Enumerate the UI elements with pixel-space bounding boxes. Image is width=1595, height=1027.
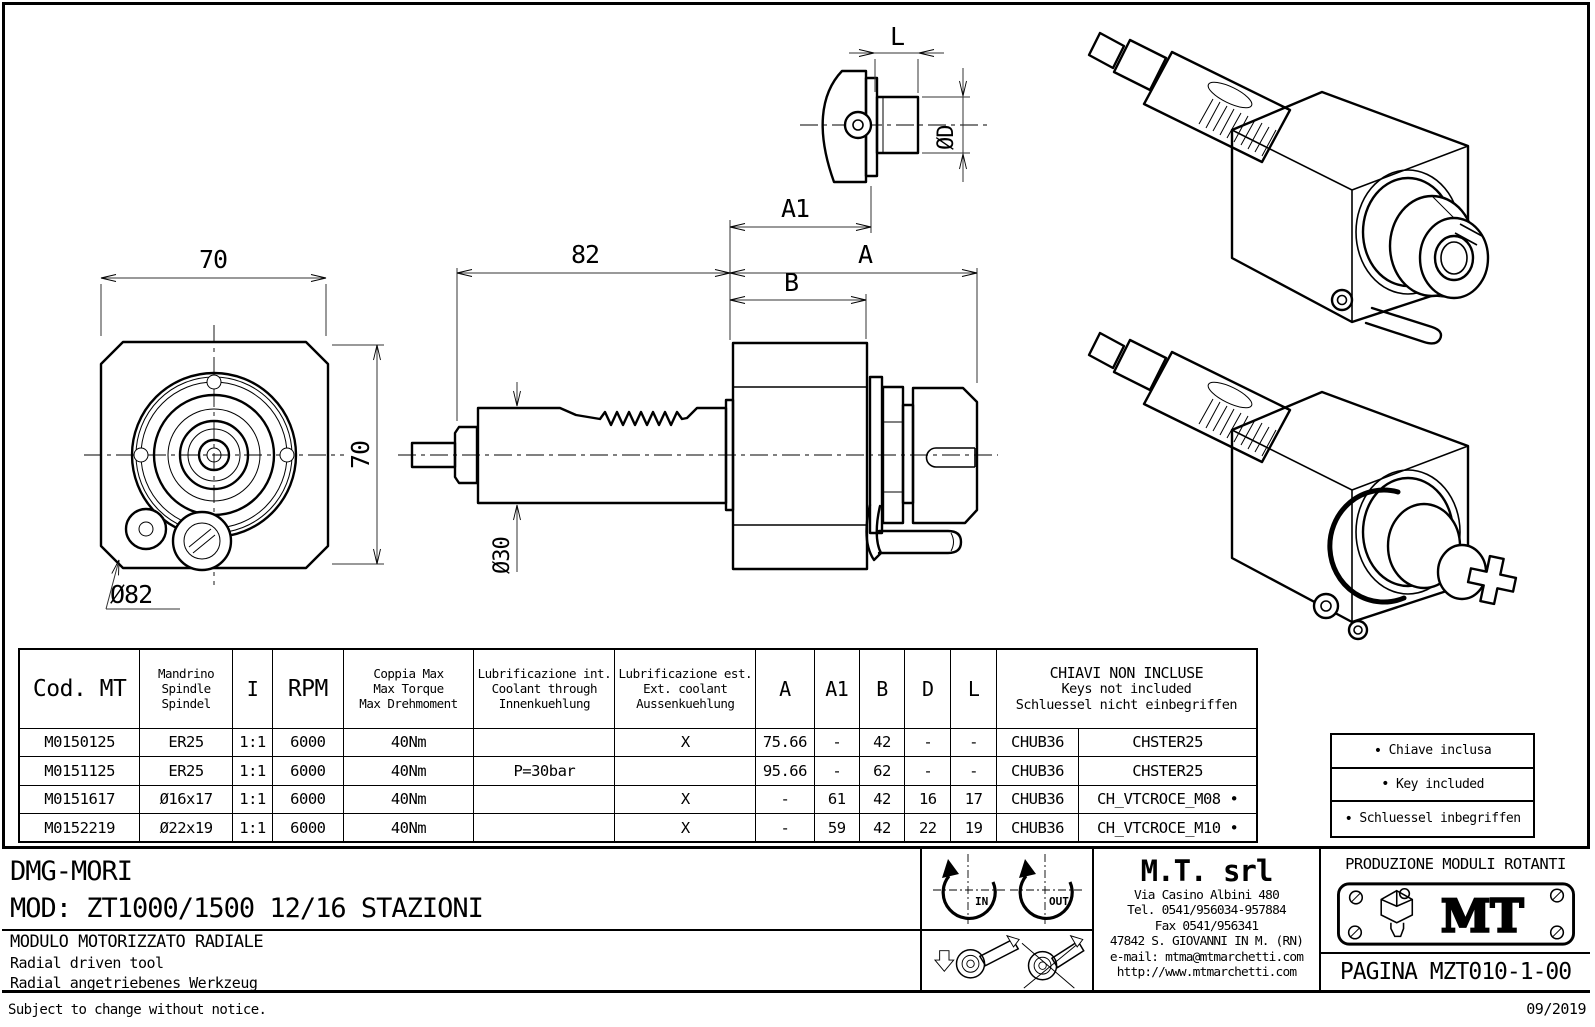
iso-view-2-front	[1314, 470, 1519, 639]
cell-lub-int	[474, 728, 615, 757]
col-header-cod-mt: Cod. MT	[19, 649, 140, 728]
cell-key2: CH_VTCROCE_M10 •	[1079, 814, 1257, 843]
legend-label: Chiave inclusa	[1388, 743, 1492, 759]
rotation-direction-cell	[922, 849, 1092, 931]
cell-key2: CHSTER25	[1079, 757, 1257, 786]
cell-b: 42	[859, 814, 904, 843]
crossed-out-lines	[1022, 943, 1076, 988]
header-line: Coppia Max	[373, 666, 444, 682]
cell-a1: -	[814, 757, 859, 786]
cell-rpm: 6000	[273, 785, 343, 814]
header-line: Lubrificazione est.	[618, 666, 753, 682]
col-header-rpm: RPM	[273, 649, 343, 728]
side-view	[398, 186, 998, 574]
cell-l: -	[951, 757, 996, 786]
col-header-a: A	[756, 649, 814, 728]
cell-lub-int: P=30bar	[474, 757, 615, 786]
dim-front-height: 70	[346, 440, 375, 470]
logo-text: MT	[1440, 888, 1524, 942]
cell-key1: CHUB36	[996, 728, 1079, 757]
header-line: Spindle	[161, 681, 211, 697]
header-line: Schluessel nicht einbegriffen	[1015, 696, 1237, 713]
cell-cod: M0152219	[19, 814, 140, 843]
production-label: PRODUZIONE MODULI ROTANTI	[1345, 855, 1566, 873]
cell-d: -	[905, 728, 951, 757]
header-line: Aussenkuehlung	[636, 696, 735, 712]
dim-l: L	[889, 22, 905, 51]
company-website: http://www.mtmarchetti.com	[1116, 965, 1297, 981]
table-row	[19, 728, 1257, 757]
cell-d: 16	[905, 785, 951, 814]
cell-rpm: 6000	[273, 728, 343, 757]
cell-torque: 40Nm	[343, 814, 474, 843]
header-line: Innenkuehlung	[498, 696, 591, 712]
mt-logo	[1331, 880, 1581, 948]
arrow-ccw-icon	[942, 859, 959, 878]
header-line: Coolant through	[491, 681, 598, 697]
machine-brand: DMG-MORI	[10, 856, 133, 887]
header-line: Max Torque	[373, 681, 444, 697]
title-block-logo-area	[1319, 849, 1590, 990]
table-row	[19, 785, 1257, 814]
cell-b: 62	[859, 757, 904, 786]
cell-torque: 40Nm	[343, 728, 474, 757]
company-fax: Fax 0541/956341	[1154, 918, 1259, 934]
company-address-line: Via Casino Albini 480	[1134, 888, 1279, 903]
header-line: Max Drehmoment	[359, 696, 458, 712]
cell-a1: 59	[814, 814, 859, 843]
keys-legend	[1330, 733, 1535, 838]
cell-lub-int	[474, 785, 615, 814]
cell-lub-est	[615, 757, 756, 786]
dim-front-width: 70	[198, 245, 228, 274]
cell-a1: -	[814, 728, 859, 757]
front-view	[84, 245, 384, 609]
header-line: Ext. coolant	[643, 681, 728, 697]
table-row	[19, 814, 1257, 843]
bullet-icon: •	[1381, 776, 1389, 793]
wrench-usage-icon	[923, 932, 1091, 990]
legend-label: Schluessel inbegriffen	[1359, 811, 1521, 827]
legend-item	[1332, 802, 1533, 836]
module-description-en: Radial driven tool	[10, 954, 164, 972]
legend-label: Key included	[1396, 776, 1484, 792]
machine-model: MOD: ZT1000/1500 12/16 STAZIONI	[10, 893, 483, 924]
header-line: CHIAVI NON INCLUSE	[1049, 663, 1204, 682]
down-arrow-icon	[935, 951, 954, 972]
legend-item	[1332, 769, 1533, 803]
arrow-ccw-icon	[1019, 859, 1036, 878]
company-name: M.T. srl	[1140, 854, 1273, 888]
cell-b: 42	[859, 785, 904, 814]
col-header-torque	[343, 649, 474, 728]
cell-b: 42	[859, 728, 904, 757]
legend-item	[1332, 735, 1533, 769]
cell-spindle: Ø22x19	[140, 814, 233, 843]
module-description-it: MODULO MOTORIZZATO RADIALE	[10, 932, 264, 952]
cell-cod: M0150125	[19, 728, 140, 757]
col-header-d: D	[905, 649, 951, 728]
cell-key1: CHUB36	[996, 785, 1079, 814]
cell-ratio: 1:1	[232, 785, 272, 814]
cell-l: 19	[951, 814, 996, 843]
spec-table	[18, 648, 1258, 843]
dim-a: A	[857, 240, 873, 269]
dim-d: ØD	[934, 125, 959, 150]
cell-key1: CHUB36	[996, 757, 1079, 786]
cell-rpm: 6000	[273, 757, 343, 786]
col-header-lub-est	[615, 649, 756, 728]
company-email: e-mail: mtma@mtmarchetti.com	[1109, 949, 1304, 965]
rotation-direction-icon	[923, 850, 1091, 928]
detail-view	[800, 22, 988, 182]
cell-ratio: 1:1	[232, 757, 272, 786]
col-header-keys	[996, 649, 1257, 728]
col-header-ratio: I	[232, 649, 272, 728]
cell-torque: 40Nm	[343, 757, 474, 786]
cell-a: -	[756, 814, 814, 843]
title-block-company	[1092, 849, 1319, 990]
bullet-icon: •	[1373, 742, 1382, 759]
cell-key2: CH_VTCROCE_M08 •	[1079, 785, 1257, 814]
company-phone: Tel. 0541/956034-957884	[1127, 903, 1286, 919]
rotation-out-label: OUT	[1049, 895, 1069, 908]
page-code: PAGINA MZT010-1-00	[1321, 952, 1590, 990]
cell-lub-est: X	[615, 728, 756, 757]
cell-cod: M0151125	[19, 757, 140, 786]
dim-a1: A1	[780, 194, 810, 223]
col-header-mandrino	[140, 649, 233, 728]
coolant-port	[126, 509, 231, 570]
module-description-de: Radial angetriebenes Werkzeug	[10, 974, 258, 992]
dim-shaft-length: 82	[570, 240, 600, 269]
dim-shaft-diameter: Ø30	[490, 537, 515, 574]
change-notice: Subject to change without notice.	[8, 1002, 267, 1018]
cell-spindle: Ø16x17	[140, 785, 233, 814]
revision-date: 09/2019	[1526, 1000, 1586, 1018]
cell-rpm: 6000	[273, 814, 343, 843]
cell-a: 75.66	[756, 728, 814, 757]
col-header-a1: A1	[814, 649, 859, 728]
header-line: Mandrino	[157, 666, 215, 682]
iso-view-1-front	[1332, 170, 1488, 343]
col-header-l: L	[951, 649, 996, 728]
title-block-symbols	[920, 849, 1092, 990]
cell-d: -	[905, 757, 951, 786]
rotation-in-label: IN	[975, 895, 989, 908]
cell-ratio: 1:1	[232, 728, 272, 757]
wrench-usage-cell	[922, 931, 1092, 991]
cell-key1: CHUB36	[996, 814, 1079, 843]
cell-d: 22	[905, 814, 951, 843]
cell-spindle: ER25	[140, 757, 233, 786]
cell-lub-int	[474, 814, 615, 843]
title-block-machine	[2, 849, 920, 990]
header-line: Spindel	[161, 696, 211, 712]
table-row	[19, 757, 1257, 786]
dim-front-diameter: Ø82	[110, 580, 153, 609]
table-header-row	[19, 649, 1257, 728]
col-header-lub-int	[474, 649, 615, 728]
cell-cod: M0151617	[19, 785, 140, 814]
col-header-b: B	[859, 649, 904, 728]
logo-tool-glyph	[1381, 888, 1412, 936]
header-line: Keys not included	[1061, 680, 1192, 697]
cell-a1: 61	[814, 785, 859, 814]
cell-torque: 40Nm	[343, 785, 474, 814]
cell-lub-est: X	[615, 814, 756, 843]
cell-l: 17	[951, 785, 996, 814]
cell-a: -	[756, 785, 814, 814]
company-city: 47842 S. GIOVANNI IN M. (RN)	[1109, 934, 1304, 950]
cell-l: -	[951, 728, 996, 757]
cell-key2: CHSTER25	[1079, 728, 1257, 757]
cell-ratio: 1:1	[232, 814, 272, 843]
title-block	[2, 846, 1590, 993]
dim-b: B	[783, 268, 799, 297]
bullet-icon: •	[1344, 810, 1353, 827]
cell-spindle: ER25	[140, 728, 233, 757]
header-line: Lubrificazione int.	[477, 666, 612, 682]
cell-lub-est: X	[615, 785, 756, 814]
cell-a: 95.66	[756, 757, 814, 786]
